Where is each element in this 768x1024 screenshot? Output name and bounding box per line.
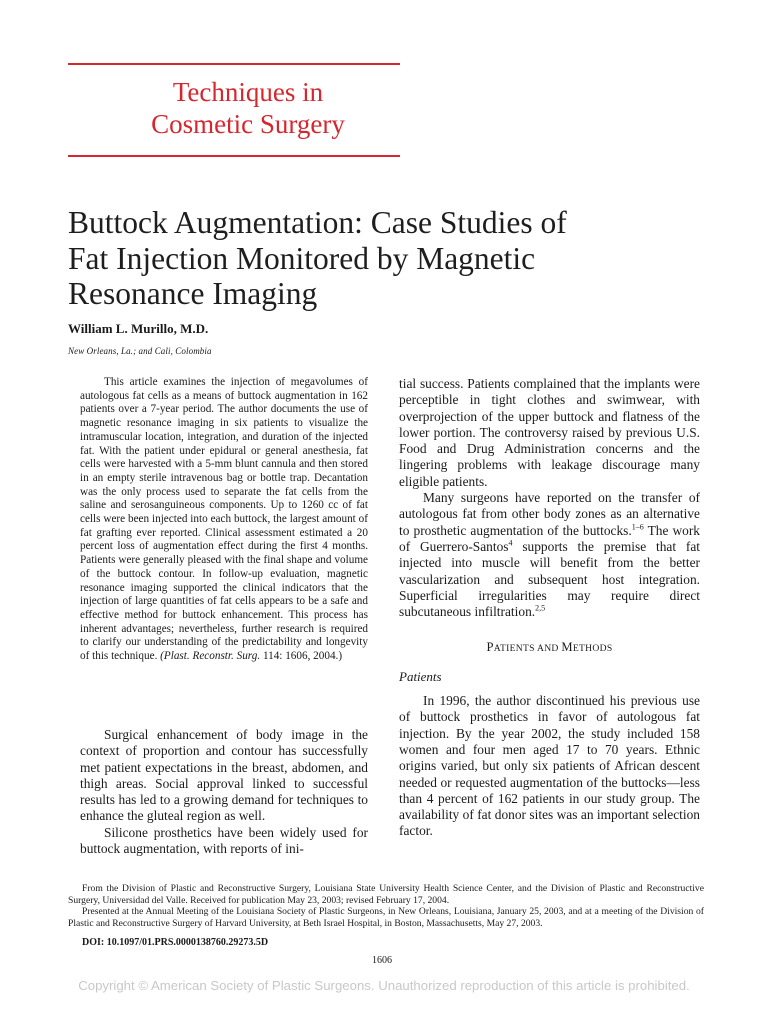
heading-initial: P [486, 640, 494, 655]
footnote: From the Division of Plastic and Reconstructive Surgery, Louisiana State University Health Science Center, and the Division of Plastic and Reconstructive Surgery, Universidad del Valle. Received for publication May 23, 2003; revised February 17, 2004. [68, 883, 704, 906]
author-affiliation: New Orleans, La.; and Cali, Colombia [68, 346, 212, 356]
doi: DOI: 10.1097/01.PRS.0000138760.29273.5D [82, 937, 269, 948]
footnotes [68, 883, 704, 929]
reference-superscript: 4 [508, 538, 513, 548]
body-paragraph: In 1996, the author discontinued his previous use of buttock prosthetics in favor of autologous fat injection. By the year 2002, the study included 158 women and four men aged 17 to 70 years. Ethnic origins varied, but only six patients of African descent needed or requested augmentation of the buttocks—less than 4 percent of 162 patients in our study group. The availability of fat donor sites was an important selection factor. [399, 693, 700, 839]
body-text-fragment: The work of Guerrero-Santos [399, 522, 700, 554]
header-top-rule [68, 63, 400, 65]
article-title [68, 205, 708, 312]
right-body-column [399, 376, 700, 840]
title-line: Fat Injection Monitored by Magnetic [68, 240, 536, 276]
header-bottom-rule [68, 155, 400, 157]
left-body-column [80, 727, 368, 857]
section-title-line1: Techniques in [172, 77, 324, 107]
author-name: William L. Murillo, M.D. [68, 321, 209, 336]
body-paragraph [399, 490, 700, 620]
title-line: Buttock Augmentation: Case Studies of [68, 205, 567, 240]
section-title [118, 76, 378, 140]
section-title-line2: Cosmetic Surgery [151, 109, 345, 139]
heading-smallcaps: ATIENTS AND [493, 643, 562, 655]
body-paragraph: tial success. Patients complained that the implants were perceptible in tight clothes and swimwear, with overprojection of the upper buttock and flatness of the lower portion. The controversy raised by previous U.S. Food and Drug Administration concerns and the lingering problems with leakage discourage many eligible patients. [399, 376, 700, 489]
reference-superscript: 2,5 [535, 603, 546, 613]
body-paragraph: Silicone prosthetics have been widely used for buttock augmentation, with reports of ini- [80, 824, 368, 857]
subsection-heading: Patients [399, 668, 442, 684]
footnote: Presented at the Annual Meeting of the Louisiana Society of Plastic Surgeons, in New Orleans, Louisiana, January 25, 2003, and at a meeting of the Division of Plastic and Reconstructive Surgery of Harvard University, at Beth Israel Hospital, in Boston, Massachusetts, May 27, 2003. [68, 906, 704, 929]
abstract-text: This article examines the injection of megavolumes of autologous fat cells as a means of buttock augmentation in 162 patients over a 7-year period. The author documents the use of magnetic resonance imaging in six patients to visualize the intramuscular location, integration, and duration of the injected fat. With the patient under epidural or general anesthesia, fat cells were harvested with a 5-mm blunt cannula and then stored in an empty sterile intravenous bag or bottle trap. Decantation was the only process used to separate the fat cells from the saline and serosanguineous components. Up to 1260 cc of fat cells were been injected into each buttock, the largest amount of fat grafting ever reported. Clinical assessment estimated a 20 percent loss of augmentation effect during the first 4 months. Patients were generally pleased with the final shape and volume of the buttock contour. In follow-up evaluation, magnetic resonance imaging supported the clinical indicators that the injection of large quantities of fat cells appears to be a safe and effective method for buttock enhancement. This process has inherent advantages; nevertheless, further research is required to clarify our understanding of the predictability and longevity of this technique. [80, 376, 368, 663]
body-text-fragment: supports the premise that fat injected into muscle will benefit from the better vascularization and subsequent host integration. Superficial irregularities may require direct subcutaneous infiltration. [399, 538, 701, 620]
body-text-fragment: Many surgeons have reported on the transfer of autologous fat from other body zones as an alternative to prosthetic augmentation of the buttocks. [399, 490, 700, 538]
section-heading [399, 639, 700, 657]
abstract [80, 376, 368, 664]
page-number: 1606 [372, 955, 392, 966]
heading-initial: M [561, 640, 573, 655]
heading-smallcaps: ETHODS [572, 643, 613, 655]
copyright-watermark: Copyright © American Society of Plastic Surgeons. Unauthorized reproduction of this article is prohibited. [78, 978, 690, 993]
citation-journal: (Plast. Reconstr. Surg. [160, 650, 261, 663]
title-line: Resonance Imaging [68, 276, 318, 311]
reference-superscript: 1–6 [631, 522, 644, 532]
body-paragraph: Surgical enhancement of body image in the context of proportion and contour has successfully met patient expectations in the breast, abdomen, and thigh areas. Social approval linked to successful results has led to a growing demand for techniques to enhance the gluteal region as well. [80, 727, 368, 824]
citation-rest: 114: 1606, 2004.) [262, 650, 343, 663]
